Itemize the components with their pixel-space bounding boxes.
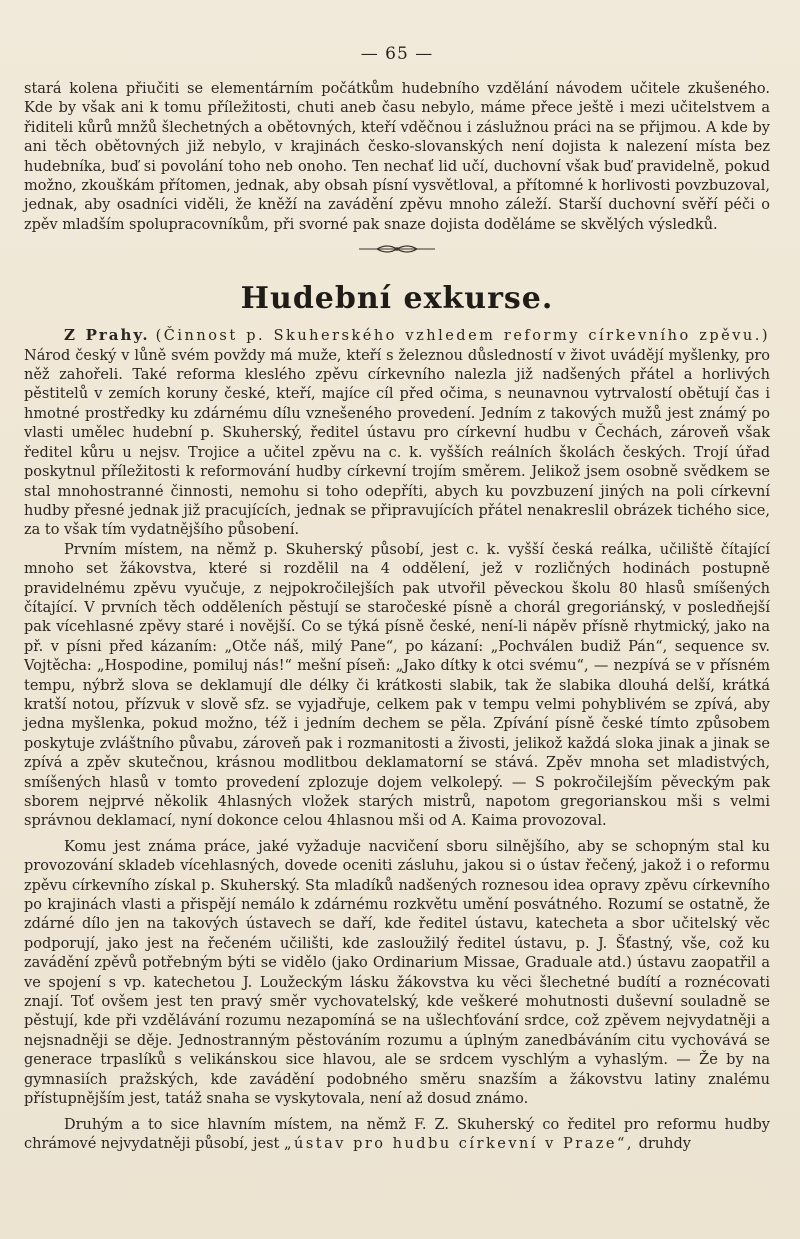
paragraph-1 <box>24 326 770 540</box>
page-number: — 65 — <box>360 44 434 64</box>
spaced-subheading: (Činnost p. Skuherského vzhledem reformy církevního zpěvu.) <box>155 328 770 345</box>
paragraph-4-before: Druhým a to sice hlavním místem, na němž F. Z. Skuherský co ředitel pro reformu hudby chrámové nejvydatněji působí, jest <box>24 1116 770 1152</box>
paragraph-1-body: Národ český v lůně svém povždy má muže, kteří s železnou důsledností v život uvádějí myšlenky, pro něž zahořeli. Také reforma kleslého zpěvu církevního nalezla již nadšených přátel a horlivých pěstitelů v zemích koruny české, kteří, majíce cíl před očima, s neunavnou vytrvalostí obětují čas i hmotné prostředky ku zdárnému dílu vznešeného provedení. Jedním z takových mužů jest známý po vlasti umělec hudební p. Skuherský, ředitel ústavu pro církevní hudbu v Čechách, zároveň však ředitel kůru u nejsv. Trojice a učitel zpěvu na c. k. vyšších reálních školách českých. Trojí úřad poskytnul příležitosti k reformování hudby církevní trojím směrem. Jelikož jsem osobně svědkem se stal mnohostranné činnosti, nemohu si toho odepříti, abych ku povzbuzení jiných na poli církevní hudby přesné jednak již pracujících, jednak se připravujících přátel nenakreslil obrázek tichého sice, za to však tím vydatnějšího působení. <box>24 347 770 539</box>
section-title: Hudební exkurse. <box>240 281 554 317</box>
divider-ornament <box>24 241 770 255</box>
paragraph-4 <box>24 1116 770 1155</box>
paragraph-4-spaced: „ústav pro hudbu církevní v Praze“, <box>284 1135 635 1152</box>
paragraph-4-after: druhdy <box>638 1135 691 1152</box>
paragraph-3: Komu jest známa práce, jaké vyžaduje nacvičení sboru silnějšího, aby se schopným stal ku provozování skladeb vícehlasných, dovede oceniti zásluhu, jakou si o ústav řečený, jakož i o reformu zpěvu církevního získal p. Skuherský. Sta mladíků nadšených roznesou idea opravy zpěvu církevního po krajinách vlasti a přispějí nemálo k zdárnému rozkvětu umění posvátného. Rozumí se ostatně, že zdárné dílo jen na takových ústavech se daří, kde ředitel ústavu, katecheta a sbor učitelský věc podporují, jako jest na řečeném učilišti, kde zasloužilý ředitel ústavu, p. J. Šťastný, vše, což ku zavádění zpěvů potřebným býti se vidělo (jako Ordinarium Missae, Graduale atd.) ústavu zaopatřil a ve spojení s vp. katechetou J. Loužeckým lásku žákovstva ku věci šlechetné budítí a roznécovati znají. Toť ovšem jest ten pravý směr vychovatelský, kde veškeré mohutnosti duševní souladně se pěstují, kde při vzdělávání rozumu nezapomíná se na ušlechťování srdce, což zpěvem nejvydatněji a nejsnadněji se děje. Jednostranným pěstováním rozumu a úplným zanedbáváním citu vychovává se generace trpaslíků s velikánskou sice hlavou, ale se srdcem vyschlým a vyhaslým. — Že by na gymnasiích pražských, kde zavádění podobného směru snazším a žákovstvu latiny znalému přístupnějším jest, tatáž snaha se vyskytovala, není až dosud známo. <box>24 838 770 1108</box>
intro-paragraph: stará kolena přiučiti se elementárním počátkům hudebního vzdělání návodem učitele zkušeného. Kde by však ani k tomu příležitosti, chuti aneb času nebylo, máme přece ještě i mezi učitelstvem a řiditeli kůrů mnžů šlechetných a obětovných, kteří vděčnou i záslužnou práci na se přijmou. A kde by ani těch obětovných již nebylo, v krajinách česko-slovanských není dojista k nalezení místa bez hudebníka, buď si povolání toho neb onoho. Ten nechať lid učí, duchovní však buď pravidelně, pokud možno, zkouškám přítomen, jednak, aby obsah písní vysvětloval, a přítomné k horlivosti povzbuzoval, jednak, aby osadníci viděli, že kněží na zavádění zpěvu mnoho záleží. Starší duchovní svěří péči o zpěv mladším spolupracovníkům, při svorné pak snaze dojista doděláme se skvělých výsledků. <box>24 81 770 233</box>
ornament-icon <box>357 242 437 256</box>
lead-heading: Z Prahy. <box>64 326 150 345</box>
paragraph-2: Prvním místem, na němž p. Skuherský působí, jest c. k. vyšší česká reálka, učiliště čítající mnoho set žákovstva, které si rozdělil na 4 oddělení, jež v rozličných hodinách postupně pravidelnému zpěvu vyučuje, z nejpokročilejších pak utvořil pěveckou školu 80 hlasů smíšených čítající. V prvních těch odděleních pěstují se staročeské písně a chorál gregoriánský, v posledňejší pak vícehlasné zpěvy staré i novější. Co se týká písně české, není-li nápěv přísně rhytmický, jako na př. v písni před kázaním: „Otče náš, milý Pane“, po kázaní: „Pochválen budiž Pán“, sequence sv. Vojtěcha: „Hospodine, pomiluj nás!“ mešní píseň: „Jako dítky k otci svému“, — nezpívá se v přísném tempu, nýbrž slova se deklamují dle délky či krátkosti slabik, tak že slabika dlouhá delší, krátká kratší notou, přízvuk v slově sfz. se vyjadřuje, celkem pak v tempu velmi pohyblivém se zpívá, aby jedna myšlenka, pokud možno, též i jedním dechem se pěla. Zpívání písně české tímto způsobem poskytuje zvláštního půvabu, zároveň pak i rozmanitosti a živosti, jelikož každá sloka jinak a jinak se zpívá a zpěv skutečnou, krásnou modlitbou deklamatorní se stává. Zpěv mnoha set mladistvých, smíšených hlasů v tomto provedení zplozuje dojem velkolepý. — S pokročilejším pěveckým pak sborem nejprvé několik 4hlasných vložek starých mistrů, napotom gregorianskou mši s velmi správnou deklamací, nyní dokonce celou 4hlasnou mši od A. Kaima provozoval. <box>24 541 770 830</box>
